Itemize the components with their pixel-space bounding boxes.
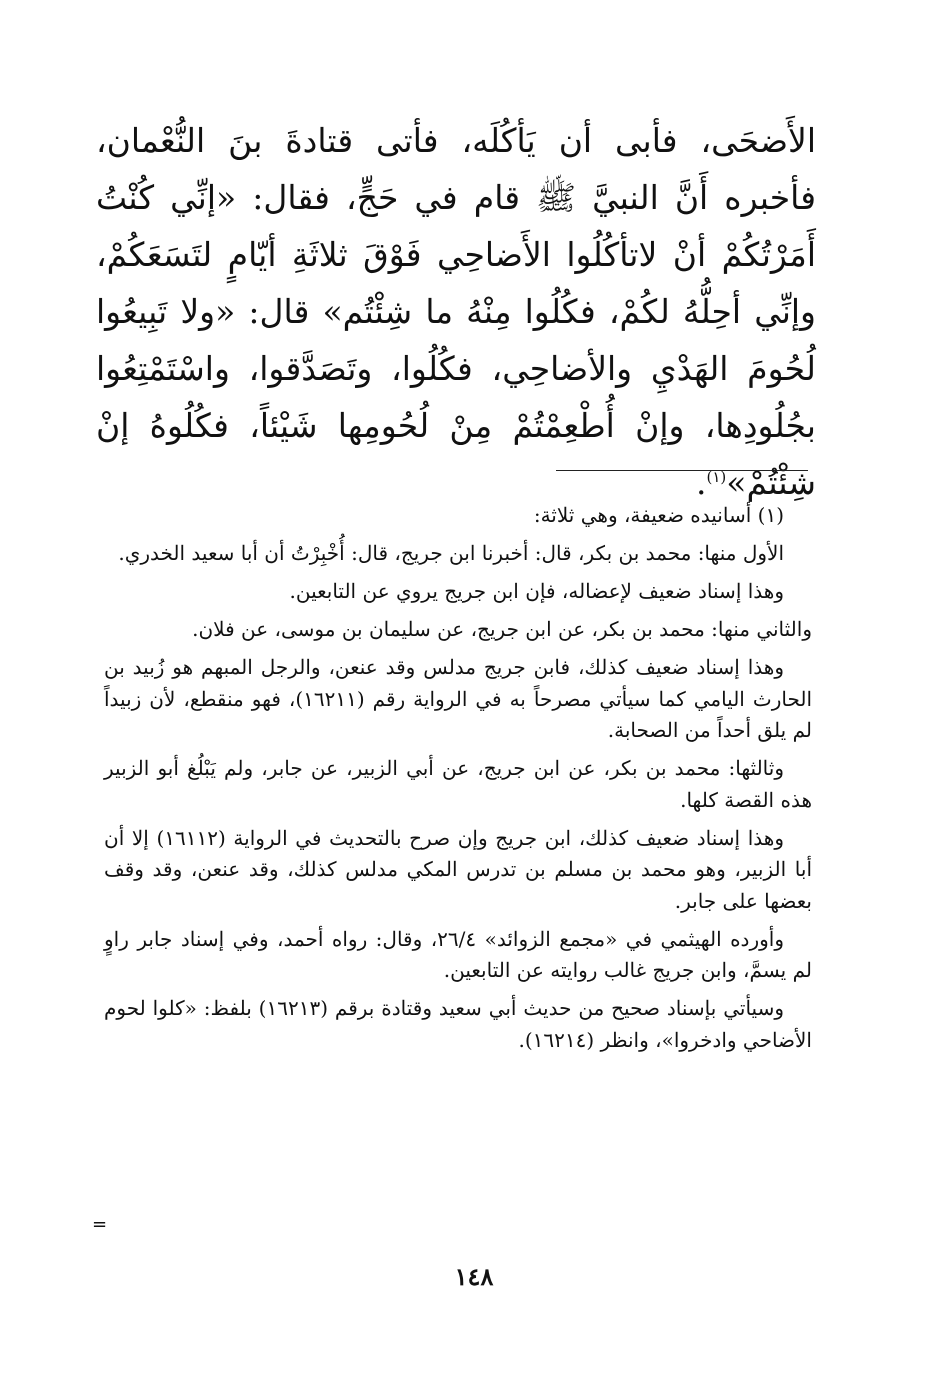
footnote-line: وأورده الهيثمي في «مجمع الزوائد» ٢٦/٤، وقال: رواه أحمد، وفي إسناد جابر راوٍ لم يسمَّ، وابن جريج غالب روايته عن التابعين. bbox=[104, 926, 812, 982]
footnotes-block bbox=[104, 500, 812, 1063]
main-end-punctuation: . bbox=[696, 463, 707, 502]
main-paragraph bbox=[96, 112, 816, 511]
footnote-line: والثاني منها: محمد بن بكر، عن ابن جريج، عن سليمان بن موسى، عن فلان. bbox=[192, 617, 812, 641]
footnote-line: وهذا إسناد ضعيف كذلك، ابن جريج وإن صرح بالتحديث في الرواية (١٦١١٢) إلا أن أبا الزبير، وهو محمد بن مسلم بن تدرس المكي مدلس كذلك، وقد عنعن، وقد وقف بعضها على جابر. bbox=[104, 825, 812, 913]
footnote-separator bbox=[556, 470, 808, 471]
footnote-line: وهذا إسناد ضعيف كذلك، فابن جريج مدلس وقد عنعن، والرجل المبهم هو زُبيد بن الحارث اليامي كما سيأتي مصرحاً به في الرواية رقم (١٦٢١١)، فهو منقطع، لأن زبيداً لم يلق أحداً من الصحابة. bbox=[104, 655, 813, 742]
footnote-line: وثالثها: محمد بن بكر، عن ابن جريج، عن أبي الزبير، عن جابر، ولم يَبْلُغ أبو الزبير هذه القصة كلها. bbox=[104, 756, 812, 812]
main-paragraph-text: الأَضحَى، فأبى أن يَأكُلَه، فأتى قتادةَ بنَ النُّعْمان، فأخبره أَنَّ النبيَّ ﷺ قام في حَجٍّ، فقال: «إنِّي كُنْتُ أَمَرْتُكُمْ أنْ لاتأكُلُوا الأَضاحِي فَوْقَ ثلاثَةِ أيّامٍ لتَسَعَكُمْ، وإنِّي أحِلُّهُ لكُمْ، فكُلُوا مِنْهُ ما شِئْتُم» قال: «ولا تَبِيعُوا لُحُومَ الهَدْيِ والأضاحِي، فكُلُوا، وتَصَدَّقوا، واسْتَمْتِعُوا بجُلُودِها، وإنْ أُطْعِمْتُمْ مِنْ لُحُومِها شَيْئاً، فكُلُوهُ إنْ شِئْتُمْ» bbox=[96, 121, 816, 502]
main-text-block bbox=[96, 112, 816, 511]
continuation-mark: = bbox=[92, 1214, 108, 1235]
footnote-line: وهذا إسناد ضعيف لإعضاله، فإن ابن جريج يروي عن التابعين. bbox=[289, 579, 784, 603]
page-number: ١٤٨ bbox=[454, 1262, 494, 1291]
footnote-reference: (١) bbox=[706, 468, 727, 486]
footnote-line: الأول منها: محمد بن بكر، قال: أخبرنا ابن جريج، قال: أُخْبِرْتُ أن أبا سعيد الخدري. bbox=[118, 541, 784, 565]
footnote-line: (١) أسانيده ضعيفة، وهي ثلاثة: bbox=[533, 503, 784, 527]
footnote-line: وسيأتي بإسناد صحيح من حديث أبي سعيد وقتادة برقم (١٦٢١٣) بلفظ: «كلوا لحوم الأضاحي وادخروا»، وانظر (١٦٢١٤). bbox=[104, 996, 812, 1052]
